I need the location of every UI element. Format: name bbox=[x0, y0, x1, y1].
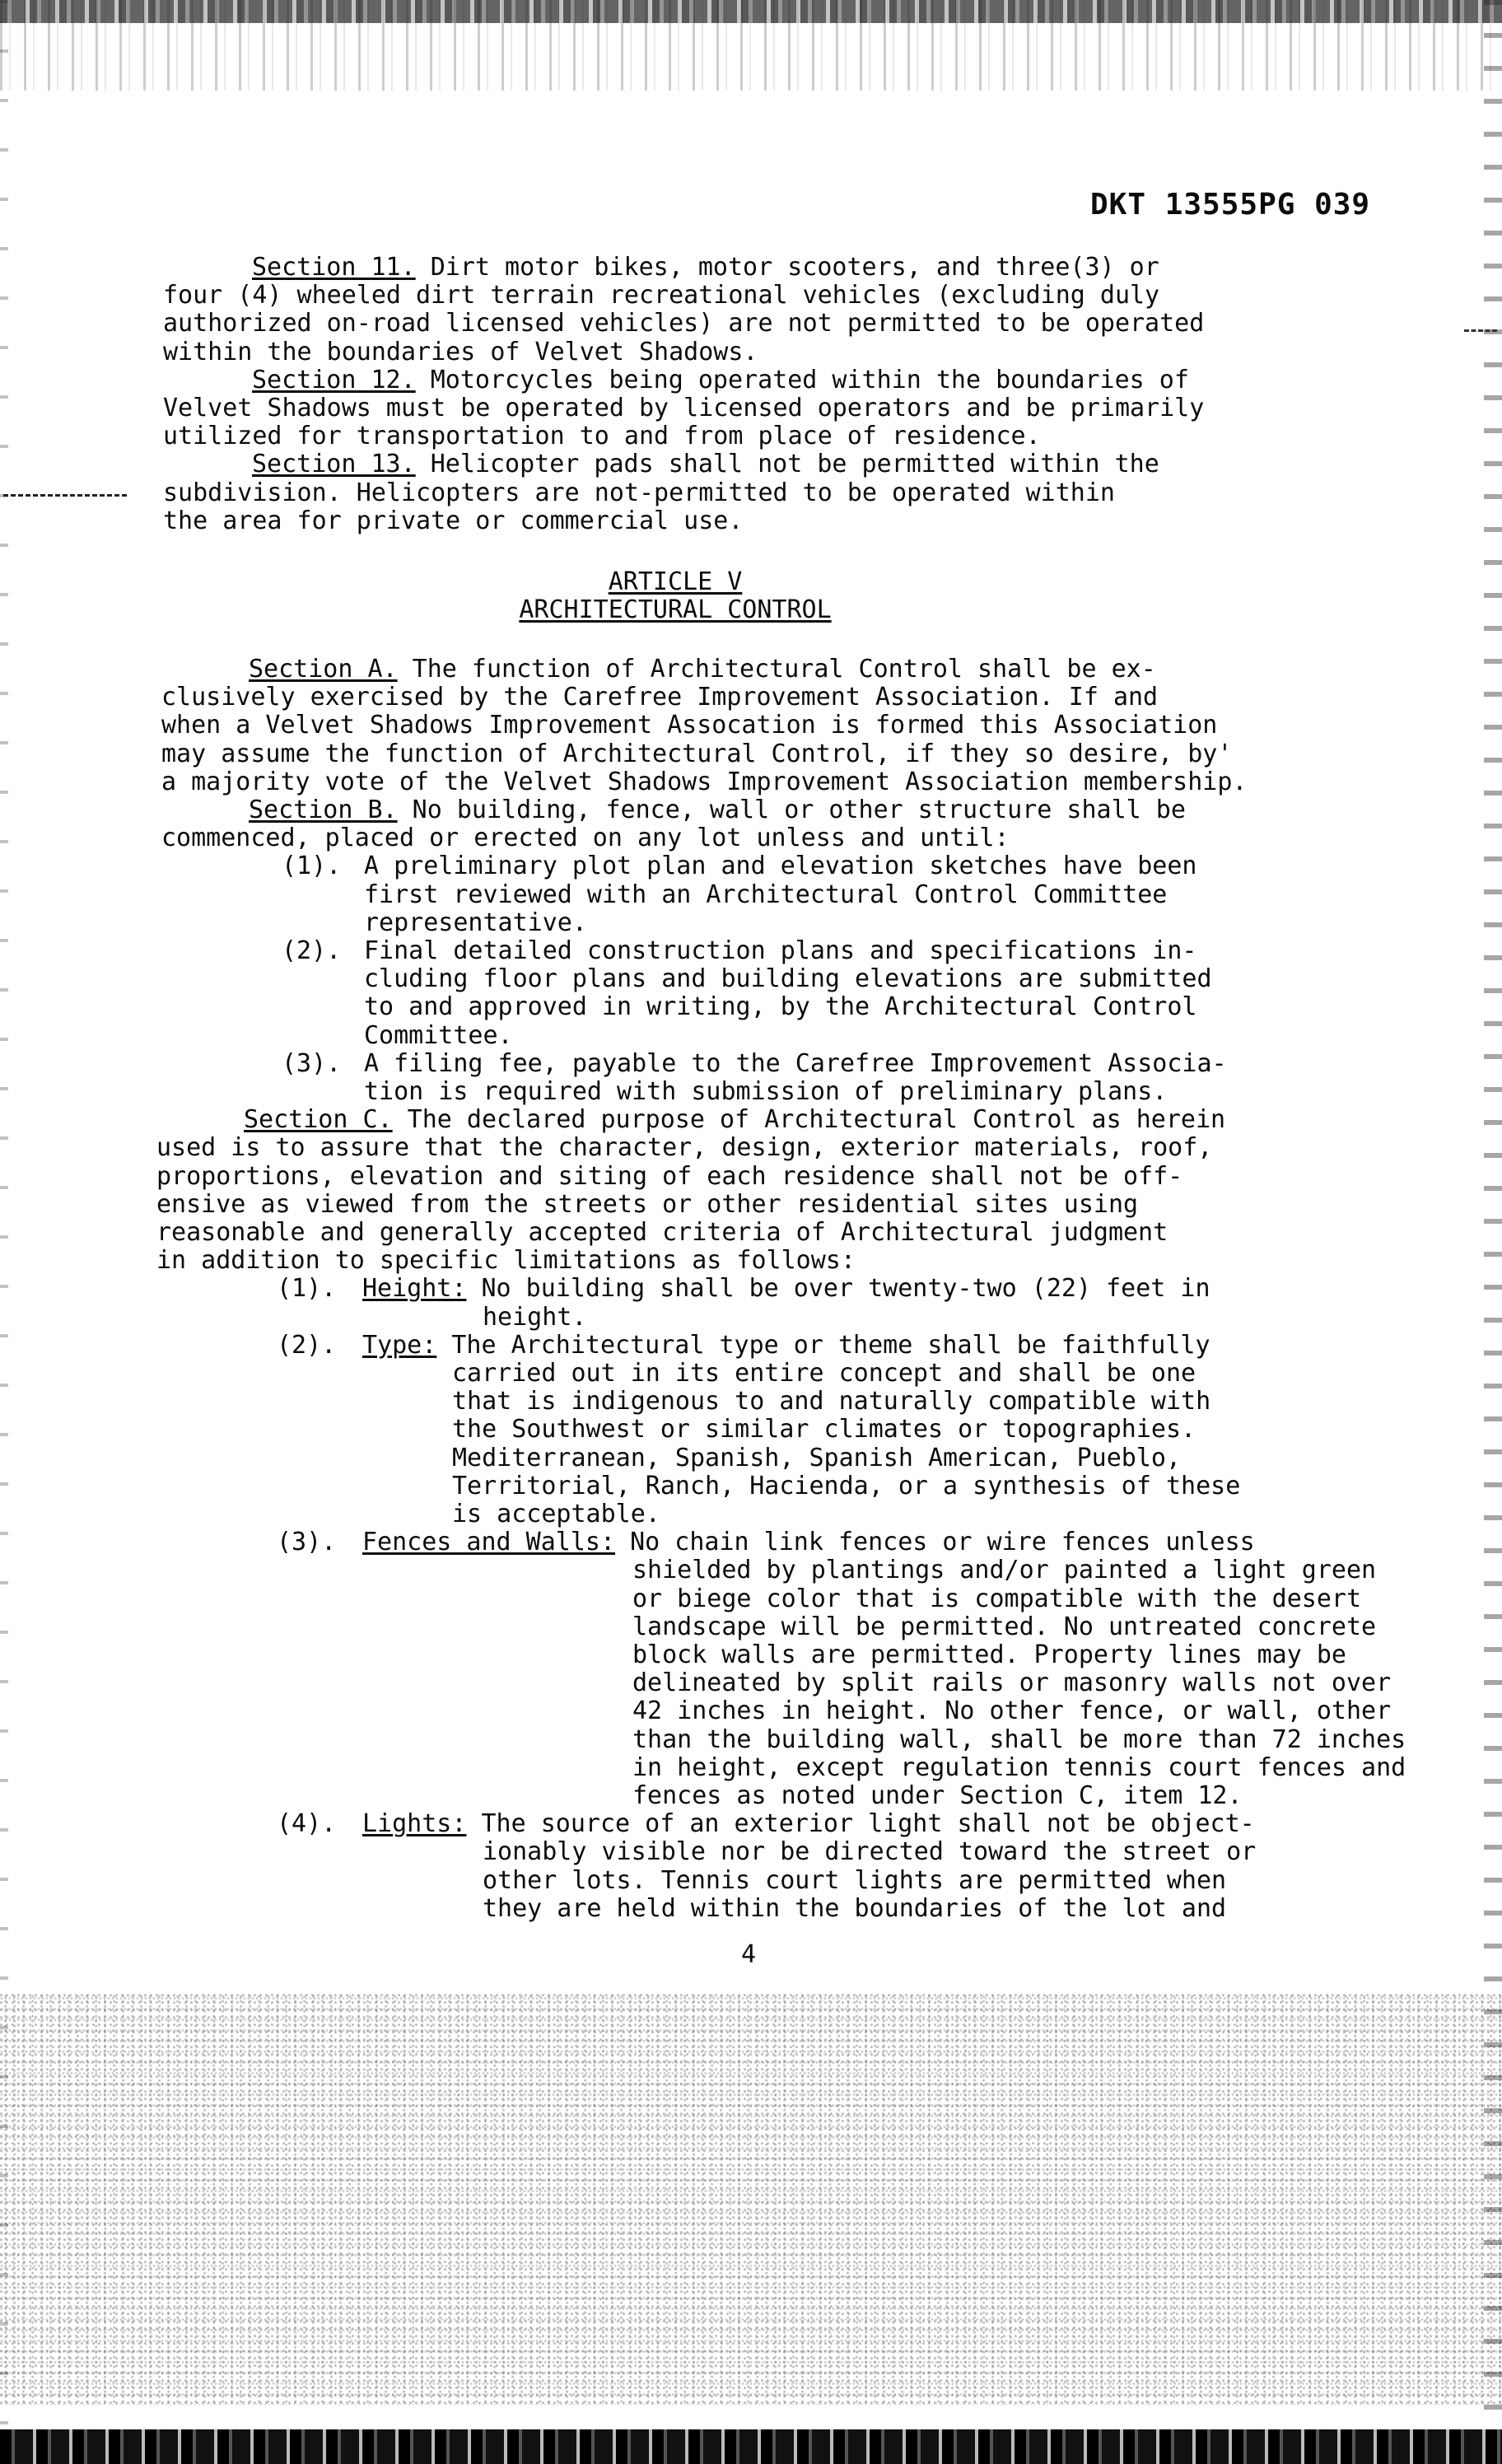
list-item-line: the Southwest or similar climates or topographies. bbox=[452, 1415, 1196, 1444]
margin-mark bbox=[1464, 329, 1497, 332]
item-label: Height: bbox=[362, 1274, 467, 1304]
scan-noise-bottom bbox=[0, 1993, 1502, 2405]
list-item-line: Committee. bbox=[364, 1020, 513, 1050]
paragraph-line: four (4) wheeled dirt terrain recreational vehicles (excluding duly bbox=[163, 281, 1160, 310]
section-label: Section 11. bbox=[252, 253, 416, 282]
list-item-line: landscape will be permitted. No untreated concrete bbox=[632, 1612, 1377, 1641]
paragraph-line: subdivision. Helicopters are not-permitted to be operated within bbox=[163, 478, 1115, 507]
paragraph-line: Section 11. Dirt motor bikes, motor scooters, and three(3) or bbox=[252, 253, 1159, 282]
book-page-stamp: DKT 13555PG 039 bbox=[1090, 188, 1371, 222]
list-item-line: in height, except regulation tennis court fences and bbox=[632, 1752, 1406, 1782]
list-item-line: to and approved in writing, by the Architectural Control bbox=[364, 992, 1197, 1022]
section-label: Section C. bbox=[244, 1105, 393, 1135]
margin-mark bbox=[3, 494, 127, 497]
list-item-line: height. bbox=[483, 1302, 587, 1332]
list-item-line: Final detailed construction plans and specifications in- bbox=[364, 936, 1197, 965]
list-item-line: ionably visible nor be directed toward the street or bbox=[483, 1837, 1257, 1867]
section-label: Section 12. bbox=[252, 365, 416, 394]
list-item-line: or biege color that is compatible with the desert bbox=[632, 1584, 1362, 1613]
list-item-line: tion is required with submission of preliminary plans. bbox=[364, 1077, 1168, 1106]
paragraph-line: Section B. No building, fence, wall or other structure shall be bbox=[249, 796, 1186, 824]
list-item-line: they are held within the boundaries of the lot and bbox=[483, 1893, 1227, 1923]
list-number: (3). bbox=[282, 1048, 342, 1078]
paragraph-line: may assume the function of Architectural Control, if they so desire, by' bbox=[161, 739, 1233, 768]
paragraph-line: reasonable and generally accepted criteria of Architectural judgment bbox=[156, 1218, 1168, 1247]
section-label: Section A. bbox=[249, 655, 398, 684]
list-item-line: block walls are permitted. Property lines may be bbox=[632, 1640, 1346, 1669]
list-number: (4). bbox=[277, 1809, 337, 1839]
paragraph-line: utilized for transportation to and from place of residence. bbox=[163, 422, 1041, 451]
article-title-line bbox=[0, 596, 1350, 624]
list-number: (1). bbox=[277, 1274, 337, 1304]
list-item-line: is acceptable. bbox=[452, 1500, 660, 1528]
list-item-line: first reviewed with an Architectural Control Committee bbox=[364, 880, 1168, 909]
list-number: (2). bbox=[282, 936, 342, 965]
paragraph-line: Section 12. Motorcycles being operated within the boundaries of bbox=[252, 365, 1189, 394]
list-item-line: shielded by plantings and/or painted a light green bbox=[632, 1556, 1377, 1585]
list-item-line: fences as noted under Section C, item 12. bbox=[632, 1781, 1243, 1810]
section-label: Section B. bbox=[249, 796, 398, 824]
list-item-line: representative. bbox=[364, 908, 587, 937]
paragraph-line: used is to assure that the character, design, exterior materials, roof, bbox=[156, 1133, 1213, 1163]
article-title: ARCHITECTURAL CONTROL bbox=[519, 595, 832, 624]
paragraph-line: when a Velvet Shadows Improvement Assocation is formed this Association bbox=[161, 711, 1218, 740]
paragraph-line: Section A. The function of Architectural Control shall be ex- bbox=[249, 655, 1156, 684]
list-item-line: Lights: The source of an exterior light shall not be object- bbox=[362, 1809, 1255, 1839]
paragraph-line: commenced, placed or erected on any lot unless and until: bbox=[161, 824, 1010, 853]
section-label: Section 13. bbox=[252, 450, 416, 479]
paragraph-line: in addition to specific limitations as follows: bbox=[156, 1246, 856, 1276]
list-item-line: 42 inches in height. No other fence, or wall, other bbox=[632, 1696, 1392, 1726]
list-item-line: A filing fee, payable to the Carefree Improvement Associa- bbox=[364, 1048, 1227, 1078]
list-number: (1). bbox=[282, 852, 342, 881]
scan-edge-bottom bbox=[0, 2429, 1502, 2464]
list-item-line: Mediterranean, Spanish, Spanish American, Pueblo, bbox=[452, 1443, 1182, 1472]
list-item-line: other lots. Tennis court lights are permitted when bbox=[483, 1865, 1227, 1895]
page-number: 4 bbox=[741, 1940, 757, 1969]
paragraph-line: ensive as viewed from the streets or other residential sites using bbox=[156, 1189, 1139, 1219]
paragraph-line: within the boundaries of Velvet Shadows. bbox=[163, 337, 758, 366]
list-item-line: A preliminary plot plan and elevation sketches have been bbox=[364, 852, 1197, 881]
list-number: (3). bbox=[277, 1528, 337, 1557]
list-item-line: Height: No building shall be over twenty-two (22) feet in bbox=[362, 1274, 1210, 1304]
list-item-line: Fences and Walls: No chain link fences or wire fences unless bbox=[362, 1528, 1255, 1557]
scan-edge-top bbox=[0, 0, 1502, 23]
list-item-line: than the building wall, shall be more than 72 inches bbox=[632, 1724, 1406, 1754]
item-label: Type: bbox=[362, 1330, 437, 1360]
list-item-line: Territorial, Ranch, Hacienda, or a synthesis of these bbox=[452, 1471, 1241, 1500]
item-label: Lights: bbox=[362, 1809, 467, 1839]
paragraph-line: the area for private or commercial use. bbox=[163, 506, 744, 535]
paragraph-line: Section 13. Helicopter pads shall not be permitted within the bbox=[252, 450, 1159, 479]
article-number: ARTICLE V bbox=[608, 567, 743, 596]
list-item-line: carried out in its entire concept and shall be one bbox=[452, 1359, 1196, 1388]
article-heading bbox=[0, 568, 1350, 596]
paragraph-line: proportions, elevation and siting of each residence shall not be off- bbox=[156, 1161, 1183, 1191]
list-item-line: cluding floor plans and building elevations are submitted bbox=[364, 964, 1212, 994]
paragraph-line: authorized on-road licensed vehicles) are not permitted to be operated bbox=[163, 309, 1205, 338]
paragraph-line: a majority vote of the Velvet Shadows Improvement Association membership. bbox=[161, 767, 1248, 796]
paragraph-line: Velvet Shadows must be operated by licensed operators and be primarily bbox=[163, 394, 1205, 422]
list-item-line: that is indigenous to and naturally compatible with bbox=[452, 1387, 1211, 1416]
item-label: Fences and Walls: bbox=[362, 1528, 616, 1557]
paragraph-line: Section C. The declared purpose of Architectural Control as herein bbox=[244, 1105, 1226, 1135]
paragraph-line: clusively exercised by the Carefree Improvement Association. If and bbox=[161, 683, 1159, 712]
list-number: (2). bbox=[277, 1330, 337, 1360]
list-item-line: Type: The Architectural type or theme shall be faithfully bbox=[362, 1330, 1210, 1360]
list-item-line: delineated by split rails or masonry walls not over bbox=[632, 1668, 1392, 1698]
